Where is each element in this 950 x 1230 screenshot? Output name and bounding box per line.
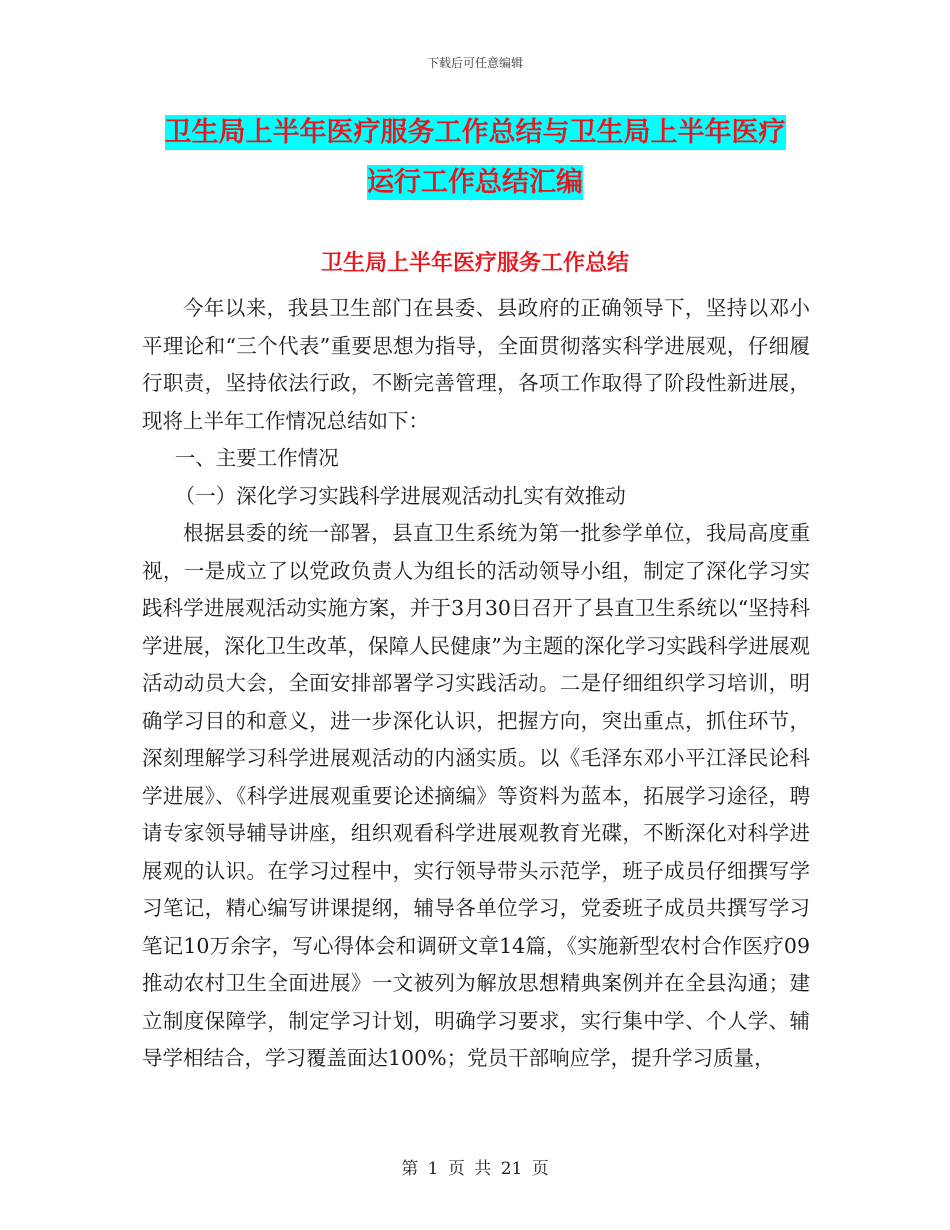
document-title xyxy=(0,108,950,208)
document-body xyxy=(142,290,810,1078)
page-number-footer: 第 1 页 共 21 页 xyxy=(401,1159,549,1179)
document-title-line-1: 卫生局上半年医疗服务工作总结与卫生局上半年医疗 xyxy=(164,117,786,148)
subheading-1: （一）深化学习实践科学进展观活动扎实有效推动 xyxy=(174,483,626,508)
heading-main-work: 一、主要工作情况 xyxy=(174,446,339,470)
page-header: 下载后可任意编辑 xyxy=(426,56,523,70)
body-paragraph-intro: 今年以来，我县卫生部门在县委、县政府的正确领导下，坚持以邓小平理论和“三个代表”重要思想为指导，全面贯彻落实科学进展观，仔细履行职责，坚持依法行政，不断完善管理，各项工作取得了阶段性新进展，现将上半年工作情况总结如下： xyxy=(142,296,810,433)
document-title-line-2: 运行工作总结汇编 xyxy=(367,167,583,198)
body-paragraph-study: 根据县委的统一部署，县直卫生系统为第一批参学单位，我局高度重视，一是成立了以党政负责人为组长的活动领导小组，制定了深化学习实践科学进展观活动实施方案，并于3月30日召开了县直卫生系统以“坚持科学进展，深化卫生改革，保障人民健康”为主题的深化学习实践科学进展观活动动员大会，全面安排部署学习实践活动。二是仔细组织学习培训，明确学习目的和意义，进一步深化认识，把握方向，突出重点，抓住环节，深刻理解学习科学进展观活动的内涵实质。以《毛泽东邓小平江泽民论科学进展》、《科学进展观重要论述摘编》等资料为蓝本，拓展学习途径，聘请专家领导辅导讲座，组织观看科学进展观教育光碟，不断深化对科学进展观的认识。在学习过程中，实行领导带头示范学，班子成员仔细撰写学习笔记，精心编写讲课提纲，辅导各单位学习，党委班子成员共撰写学习笔记10万余字，写心得体会和调研文章14篇，《实施新型农村合作医疗09推动农村卫生全面进展》一文被列为解放思想精典案例并在全县沟通；建立制度保障学，制定学习计划，明确学习要求，实行集中学、个人学、辅导学相结合，学习覆盖面达100%；党员干部响应学，提升学习质量， xyxy=(142,521,810,1070)
section-title: 卫生局上半年医疗服务工作总结 xyxy=(320,251,629,276)
